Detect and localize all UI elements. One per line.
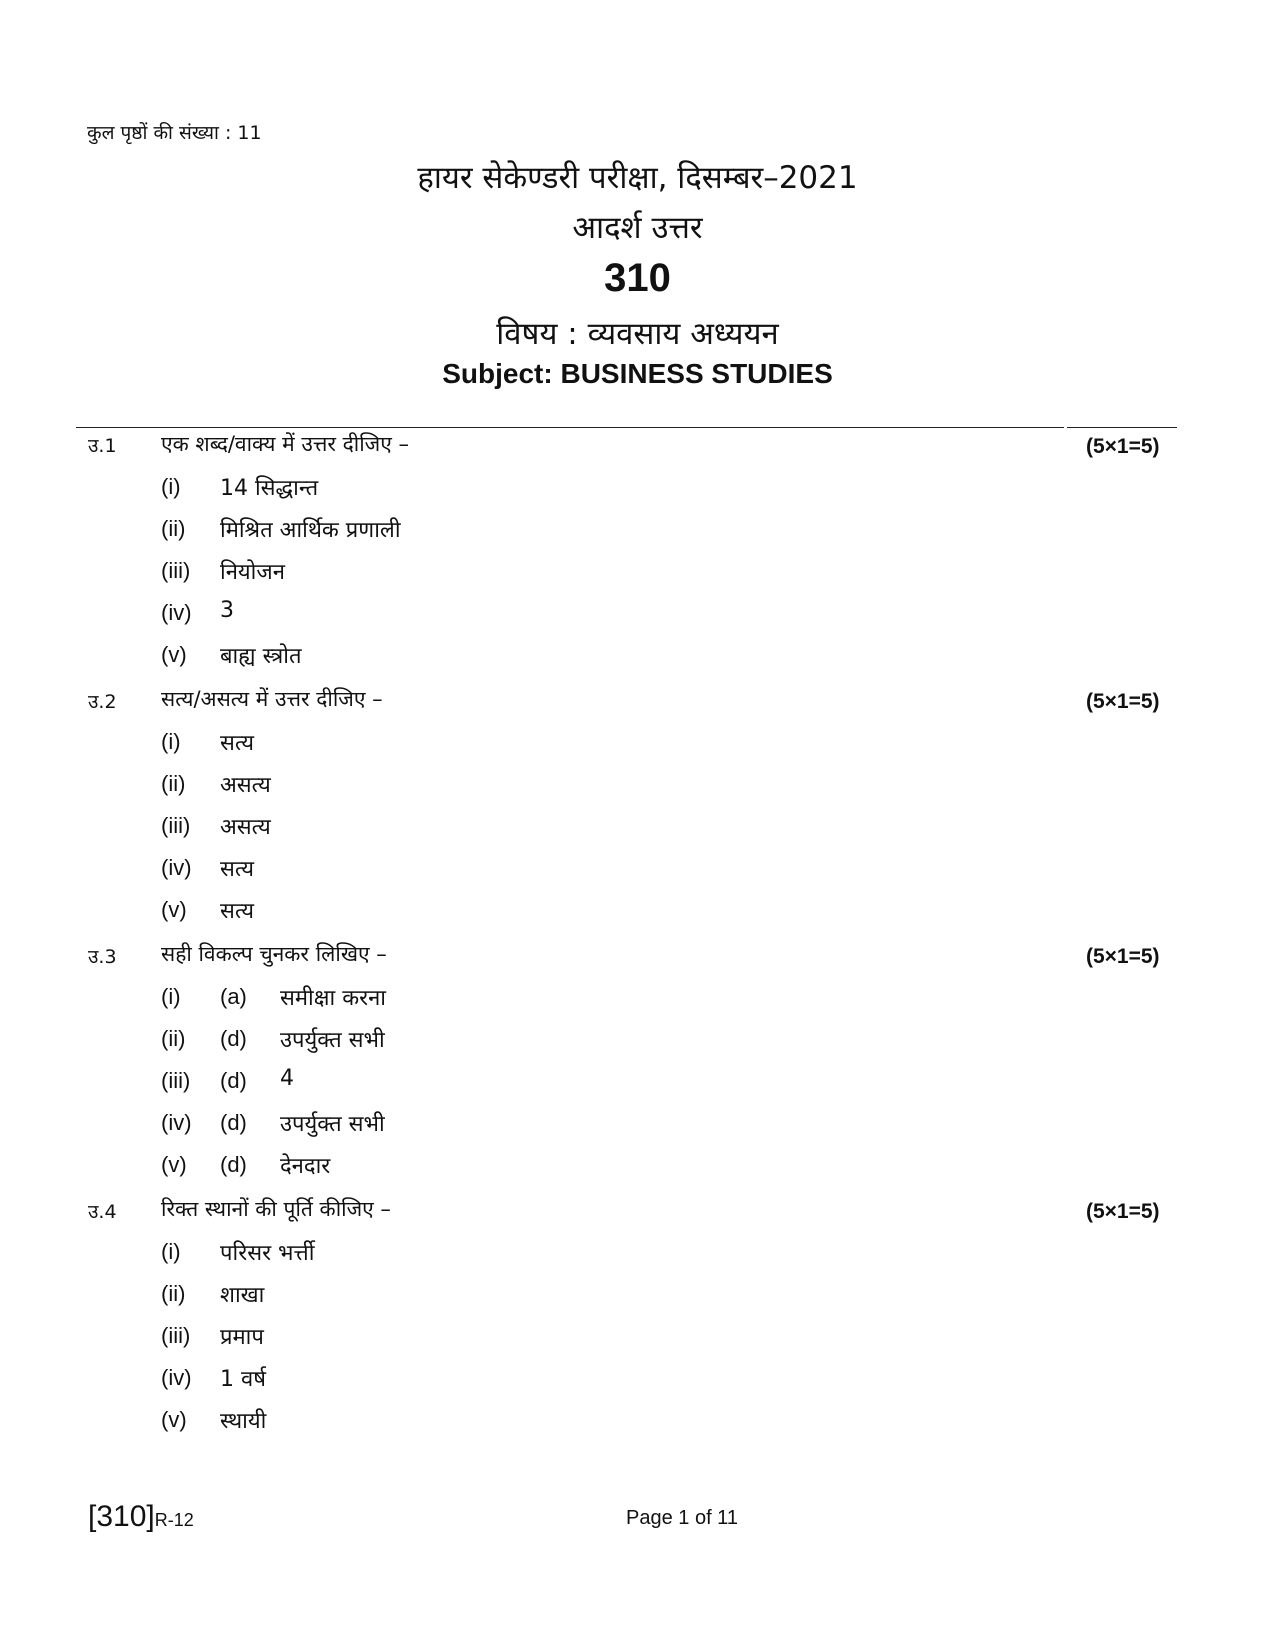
answer-text: असत्य bbox=[220, 773, 271, 798]
answer-label: (iv) bbox=[161, 855, 192, 880]
answer-text: सत्य bbox=[220, 731, 255, 756]
answer-text: समीक्षा करना bbox=[280, 986, 386, 1011]
answer-text: 4 bbox=[280, 1066, 294, 1091]
answer-label: (i) bbox=[161, 474, 181, 499]
answer-label: (ii) bbox=[161, 1281, 186, 1306]
answer-label: (v) bbox=[161, 642, 187, 667]
question-marks: (5×1=5) bbox=[1086, 690, 1160, 713]
answer-option: (d) bbox=[220, 1152, 247, 1177]
paper-code: 310 bbox=[604, 256, 671, 300]
answer-text: 14 सिद्धान्त bbox=[220, 476, 319, 501]
answer-text: उपर्युक्त सभी bbox=[280, 1028, 385, 1053]
answer-text: बाह्य स्त्रोत bbox=[220, 644, 302, 669]
answer-label: (iv) bbox=[161, 1110, 192, 1135]
answer-text: 1 वर्ष bbox=[220, 1367, 266, 1392]
total-pages: कुल पृष्ठों की संख्या : 11 bbox=[87, 122, 262, 144]
subject-hindi: विषय : व्यवसाय अध्ययन bbox=[496, 316, 779, 352]
header-rule-main bbox=[76, 427, 1064, 428]
subject-english: Subject: BUSINESS STUDIES bbox=[442, 358, 833, 389]
question-number: उ.4 bbox=[88, 1201, 117, 1223]
answer-text: नियोजन bbox=[220, 560, 285, 585]
answer-label: (v) bbox=[161, 1407, 187, 1432]
question-marks: (5×1=5) bbox=[1086, 1200, 1160, 1223]
answer-label: (ii) bbox=[161, 516, 186, 541]
answer-text: उपर्युक्त सभी bbox=[280, 1112, 385, 1137]
answer-label: (iv) bbox=[161, 1365, 192, 1390]
answer-label: (i) bbox=[161, 984, 181, 1009]
answer-text: परिसर भर्त्ती bbox=[220, 1241, 315, 1266]
exam-title: हायर सेकेण्डरी परीक्षा, दिसम्बर–2021 bbox=[417, 160, 858, 196]
answer-text: शाखा bbox=[220, 1283, 265, 1308]
question-number: उ.1 bbox=[88, 435, 117, 457]
answer-option: (d) bbox=[220, 1110, 247, 1135]
question-number: उ.2 bbox=[88, 691, 117, 713]
question-number: उ.3 bbox=[88, 946, 117, 968]
answer-label: (v) bbox=[161, 1152, 187, 1177]
header-rule-marks bbox=[1067, 427, 1177, 428]
footer-code-suffix: R-12 bbox=[154, 1510, 194, 1530]
page-number: Page 1 of 11 bbox=[626, 1507, 738, 1529]
answer-label: (iii) bbox=[161, 558, 191, 583]
answer-label: (i) bbox=[161, 729, 181, 754]
answer-text: 3 bbox=[220, 598, 234, 623]
doc-type: आदर्श उत्तर bbox=[572, 210, 703, 246]
question-instruction: सही विकल्प चुनकर लिखिए – bbox=[161, 942, 387, 966]
answer-option: (d) bbox=[220, 1026, 247, 1051]
question-marks: (5×1=5) bbox=[1086, 945, 1160, 968]
question-instruction: सत्य/असत्य में उत्तर दीजिए – bbox=[161, 687, 383, 711]
answer-option: (d) bbox=[220, 1068, 247, 1093]
question-instruction: एक शब्द/वाक्य में उत्तर दीजिए – bbox=[161, 432, 410, 456]
answer-label: (iii) bbox=[161, 813, 191, 838]
answer-label: (ii) bbox=[161, 771, 186, 796]
footer-paper-code bbox=[88, 1500, 194, 1534]
answer-text: सत्य bbox=[220, 899, 255, 924]
answer-text: असत्य bbox=[220, 815, 271, 840]
answer-option: (a) bbox=[220, 984, 247, 1009]
answer-text: प्रमाप bbox=[220, 1325, 264, 1350]
question-instruction: रिक्त स्थानों की पूर्ति कीजिए – bbox=[161, 1197, 391, 1221]
answer-label: (iii) bbox=[161, 1068, 191, 1093]
answer-text: देनदार bbox=[280, 1154, 331, 1179]
answer-label: (iv) bbox=[161, 600, 192, 625]
answer-label: (iii) bbox=[161, 1323, 191, 1348]
answer-label: (ii) bbox=[161, 1026, 186, 1051]
answer-text: स्थायी bbox=[220, 1409, 267, 1434]
footer-code-main: [310] bbox=[88, 1500, 155, 1533]
answer-label: (v) bbox=[161, 897, 187, 922]
question-marks: (5×1=5) bbox=[1086, 435, 1160, 458]
answer-text: मिश्रित आर्थिक प्रणाली bbox=[220, 518, 401, 543]
answer-text: सत्य bbox=[220, 857, 255, 882]
answer-label: (i) bbox=[161, 1239, 181, 1264]
